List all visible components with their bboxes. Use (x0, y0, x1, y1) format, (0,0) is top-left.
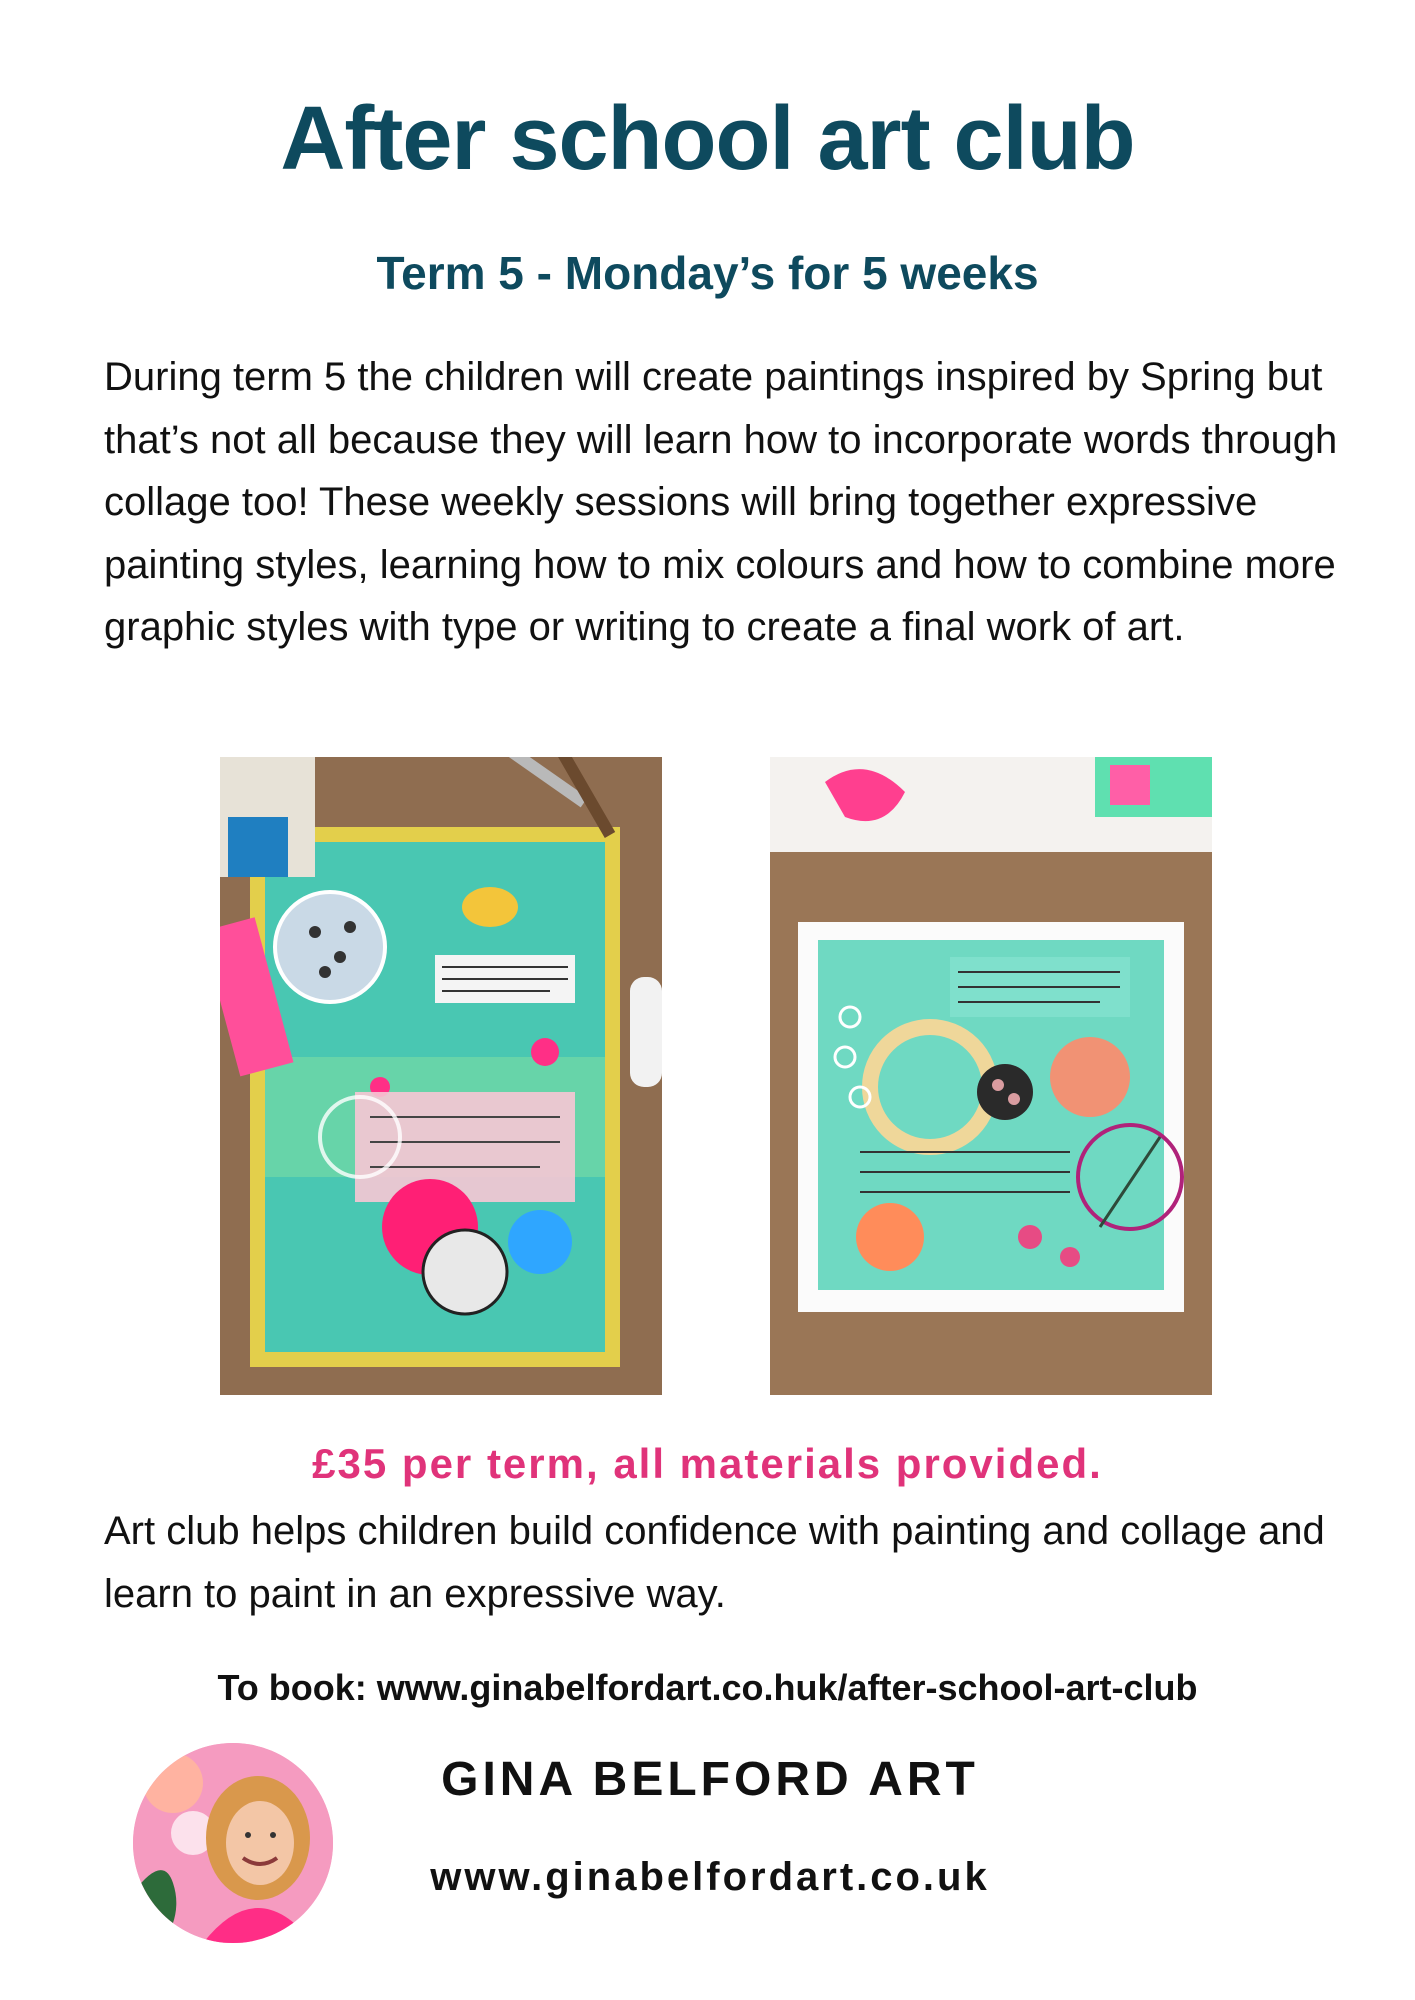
website-link[interactable]: www.ginabelfordart.co.uk (430, 1855, 990, 1899)
artist-avatar (133, 1743, 333, 1943)
artist-portrait-illustration (133, 1743, 333, 1943)
artwork-photo-left (220, 757, 662, 1395)
price-line: £35 per term, all materials provided. (312, 1440, 1103, 1487)
artwork-photo-right (770, 757, 1212, 1395)
intro-paragraph: During term 5 the children will create paintings inspired by Spring but that’s not all because they will learn how to incorporate words through collage too! These weekly sessions will bring together expressive painting styles, learning how to mix colours and how to combine more graphic styles with type or writing to create a final work of art. (104, 355, 1338, 649)
page-title: After school art club (280, 89, 1135, 189)
closing-paragraph: Art club helps children build confidence with painting and collage and learn to paint in an expressive way. (104, 1509, 1325, 1616)
mounted-painting-illustration (770, 757, 1212, 1395)
brand-name: GINA BELFORD ART (441, 1753, 979, 1806)
booking-link[interactable]: To book: www.ginabelfordart.co.huk/after-school-art-club (217, 1667, 1198, 1708)
collage-painting-illustration (220, 757, 662, 1395)
term-subtitle: Term 5 - Monday’s for 5 weeks (376, 247, 1039, 299)
